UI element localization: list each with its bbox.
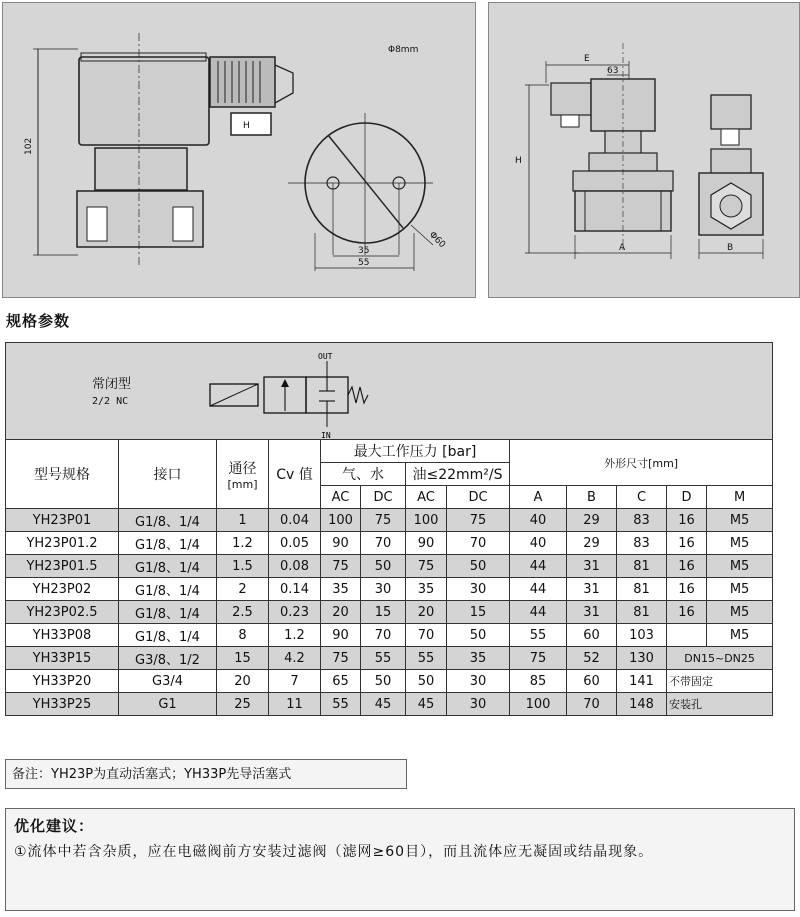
cell-d: 16 xyxy=(667,509,707,532)
cell-orifice: 2.5 xyxy=(217,601,269,624)
cell-model: YH23P01.5 xyxy=(6,555,119,578)
cell-ac1: 65 xyxy=(321,670,361,693)
cell-port: G1/8、1/4 xyxy=(119,601,217,624)
cell-model: YH23P01 xyxy=(6,509,119,532)
cell-ac2: 50 xyxy=(406,670,447,693)
cell-a: 44 xyxy=(510,555,567,578)
header-orifice-label: 通径 xyxy=(228,460,257,477)
cell-d: 16 xyxy=(667,555,707,578)
header-b: B xyxy=(567,486,617,509)
valve-drawing-front-svg xyxy=(3,3,475,297)
cell-a: 85 xyxy=(510,670,567,693)
cell-cv: 11 xyxy=(269,693,321,716)
cell-m: M5 xyxy=(707,601,773,624)
circle-diameter-label: Φ60 xyxy=(426,230,448,251)
cell-ac1: 90 xyxy=(321,532,361,555)
cell-c: 81 xyxy=(617,578,667,601)
cell-ac1: 75 xyxy=(321,647,361,670)
cell-c: 83 xyxy=(617,509,667,532)
section-title: 规格参数 xyxy=(6,312,71,330)
cell-m: M5 xyxy=(707,509,773,532)
height-dim-label: 102 xyxy=(24,137,34,155)
advice-box xyxy=(5,808,795,911)
cell-dc2: 30 xyxy=(447,578,510,601)
valve-drawing-side xyxy=(488,2,800,298)
cell-b: 29 xyxy=(567,509,617,532)
cell-cv: 4.2 xyxy=(269,647,321,670)
cell-dc2: 30 xyxy=(447,670,510,693)
cell-dc1: 45 xyxy=(361,693,406,716)
dim-e-label: E xyxy=(584,54,590,64)
cell-dm-note: 不带固定 xyxy=(667,670,773,693)
cell-ac2: 90 xyxy=(406,532,447,555)
valve-drawing-front xyxy=(2,2,476,298)
cell-dc1: 75 xyxy=(361,509,406,532)
cell-dc1: 70 xyxy=(361,624,406,647)
cell-ac1: 75 xyxy=(321,555,361,578)
table-row xyxy=(6,555,773,578)
cell-c: 81 xyxy=(617,555,667,578)
cell-ac2: 20 xyxy=(406,601,447,624)
cell-c: 141 xyxy=(617,670,667,693)
header-ac-1: AC xyxy=(321,486,361,509)
cell-dc2: 50 xyxy=(447,555,510,578)
cell-cv: 7 xyxy=(269,670,321,693)
cell-ac2: 35 xyxy=(406,578,447,601)
cell-ac2: 45 xyxy=(406,693,447,716)
cell-d: 16 xyxy=(667,532,707,555)
connector-mark: H xyxy=(243,121,250,131)
spec-table xyxy=(5,342,773,716)
cell-m: M5 xyxy=(707,532,773,555)
cell-model: YH23P02.5 xyxy=(6,601,119,624)
cell-ac1: 20 xyxy=(321,601,361,624)
cell-orifice: 15 xyxy=(217,647,269,670)
cell-dc2: 15 xyxy=(447,601,510,624)
cell-model: YH33P15 xyxy=(6,647,119,670)
cell-port: G1/8、1/4 xyxy=(119,624,217,647)
header-ac-2: AC xyxy=(406,486,447,509)
cell-b: 29 xyxy=(567,532,617,555)
cell-a: 40 xyxy=(510,509,567,532)
header-oil: 油≤22mm²/S xyxy=(406,463,510,486)
cell-a: 55 xyxy=(510,624,567,647)
valve-drawing-side-svg xyxy=(489,3,799,297)
cell-orifice: 20 xyxy=(217,670,269,693)
cell-cv: 0.23 xyxy=(269,601,321,624)
header-orifice-unit: [mm] xyxy=(227,477,258,491)
cell-ac2: 55 xyxy=(406,647,447,670)
cell-c: 81 xyxy=(617,601,667,624)
header-port: 接口 xyxy=(119,440,217,509)
cell-cv: 0.04 xyxy=(269,509,321,532)
cell-a: 100 xyxy=(510,693,567,716)
table-row xyxy=(6,647,773,670)
dim-55-label: 55 xyxy=(358,258,370,268)
cell-cv: 1.2 xyxy=(269,624,321,647)
cell-dc1: 50 xyxy=(361,555,406,578)
header-dc-1: DC xyxy=(361,486,406,509)
header-cv: Cv 值 xyxy=(269,440,321,509)
dim-63-label: 63 xyxy=(607,66,619,76)
cell-orifice: 1 xyxy=(217,509,269,532)
cell-a: 44 xyxy=(510,578,567,601)
cell-ac1: 90 xyxy=(321,624,361,647)
cell-c: 83 xyxy=(617,532,667,555)
cell-b: 70 xyxy=(567,693,617,716)
cell-b: 31 xyxy=(567,578,617,601)
cell-dc2: 50 xyxy=(447,624,510,647)
cell-model: YH23P02 xyxy=(6,578,119,601)
symbol-out-label: OUT xyxy=(318,352,333,361)
cell-port: G1 xyxy=(119,693,217,716)
note-box: 备注：YH23P为直动活塞式；YH33P先导活塞式 xyxy=(5,759,407,789)
table-row xyxy=(6,532,773,555)
header-dc-2: DC xyxy=(447,486,510,509)
cell-port: G3/4 xyxy=(119,670,217,693)
cell-b: 31 xyxy=(567,601,617,624)
cell-b: 60 xyxy=(567,624,617,647)
cell-c: 103 xyxy=(617,624,667,647)
cell-a: 40 xyxy=(510,532,567,555)
cell-model: YH33P20 xyxy=(6,670,119,693)
cell-dc1: 30 xyxy=(361,578,406,601)
cell-cv: 0.05 xyxy=(269,532,321,555)
bore-diameter-label: Φ8mm xyxy=(388,45,419,55)
cell-cv: 0.08 xyxy=(269,555,321,578)
cell-port: G1/8、1/4 xyxy=(119,509,217,532)
cell-port: G1/8、1/4 xyxy=(119,578,217,601)
dim-35-label: 35 xyxy=(358,246,370,256)
cell-cv: 0.14 xyxy=(269,578,321,601)
cell-port: G1/8、1/4 xyxy=(119,555,217,578)
header-max-pressure: 最大工作压力 [bar] xyxy=(321,440,510,463)
advice-title: 优化建议： xyxy=(14,817,95,835)
cell-model: YH33P08 xyxy=(6,624,119,647)
cell-m: M5 xyxy=(707,578,773,601)
cell-a: 44 xyxy=(510,601,567,624)
table-row xyxy=(6,670,773,693)
cell-m: M5 xyxy=(707,624,773,647)
cell-orifice: 2 xyxy=(217,578,269,601)
advice-text: ①流体中若含杂质，应在电磁阀前方安装过滤阀（滤网≥60目），而且流体应无凝固或结晶现象。 xyxy=(14,844,654,860)
cell-ac2: 100 xyxy=(406,509,447,532)
cell-dc2: 30 xyxy=(447,693,510,716)
table-row xyxy=(6,578,773,601)
cell-port: G3/8、1/2 xyxy=(119,647,217,670)
header-gas-water: 气、水 xyxy=(321,463,406,486)
cell-dc1: 55 xyxy=(361,647,406,670)
cell-ac1: 55 xyxy=(321,693,361,716)
cell-ac1: 100 xyxy=(321,509,361,532)
cell-b: 52 xyxy=(567,647,617,670)
table-row xyxy=(6,624,773,647)
dim-a-label: A xyxy=(619,243,626,253)
table-row xyxy=(6,693,773,716)
cell-d: 16 xyxy=(667,601,707,624)
cell-b: 31 xyxy=(567,555,617,578)
cell-dc2: 75 xyxy=(447,509,510,532)
header-a: A xyxy=(510,486,567,509)
cell-ac2: 75 xyxy=(406,555,447,578)
table-row xyxy=(6,601,773,624)
valve-type-sub: 2/2 NC xyxy=(92,396,129,407)
header-orifice xyxy=(217,440,269,509)
symbol-row xyxy=(6,343,773,440)
header-model: 型号规格 xyxy=(6,440,119,509)
cell-m: M5 xyxy=(707,555,773,578)
cell-dc1: 50 xyxy=(361,670,406,693)
dim-b-label: B xyxy=(727,243,734,253)
symbol-in-label: IN xyxy=(321,431,331,439)
header-row-1 xyxy=(6,440,773,463)
cell-orifice: 8 xyxy=(217,624,269,647)
valve-symbol-cell xyxy=(6,343,773,440)
cell-orifice: 25 xyxy=(217,693,269,716)
valve-symbol xyxy=(202,351,372,439)
cell-dm-note: 安装孔 xyxy=(667,693,773,716)
cell-d xyxy=(667,624,707,647)
valve-type-label: 常闭型 xyxy=(92,377,132,392)
cell-model: YH23P01.2 xyxy=(6,532,119,555)
cell-b: 60 xyxy=(567,670,617,693)
cell-dm-note: DN15~DN25 xyxy=(667,647,773,670)
header-d: D xyxy=(667,486,707,509)
dim-h-label: H xyxy=(515,156,522,166)
cell-port: G1/8、1/4 xyxy=(119,532,217,555)
cell-dc2: 35 xyxy=(447,647,510,670)
cell-dc1: 70 xyxy=(361,532,406,555)
cell-orifice: 1.2 xyxy=(217,532,269,555)
cell-ac2: 70 xyxy=(406,624,447,647)
cell-a: 75 xyxy=(510,647,567,670)
table-row xyxy=(6,509,773,532)
cell-ac1: 35 xyxy=(321,578,361,601)
header-c: C xyxy=(617,486,667,509)
cell-dc1: 15 xyxy=(361,601,406,624)
cell-orifice: 1.5 xyxy=(217,555,269,578)
cell-c: 148 xyxy=(617,693,667,716)
header-m: M xyxy=(707,486,773,509)
cell-c: 130 xyxy=(617,647,667,670)
header-dimensions: 外形尺寸[mm] xyxy=(510,440,773,486)
cell-dc2: 70 xyxy=(447,532,510,555)
cell-d: 16 xyxy=(667,578,707,601)
cell-model: YH33P25 xyxy=(6,693,119,716)
